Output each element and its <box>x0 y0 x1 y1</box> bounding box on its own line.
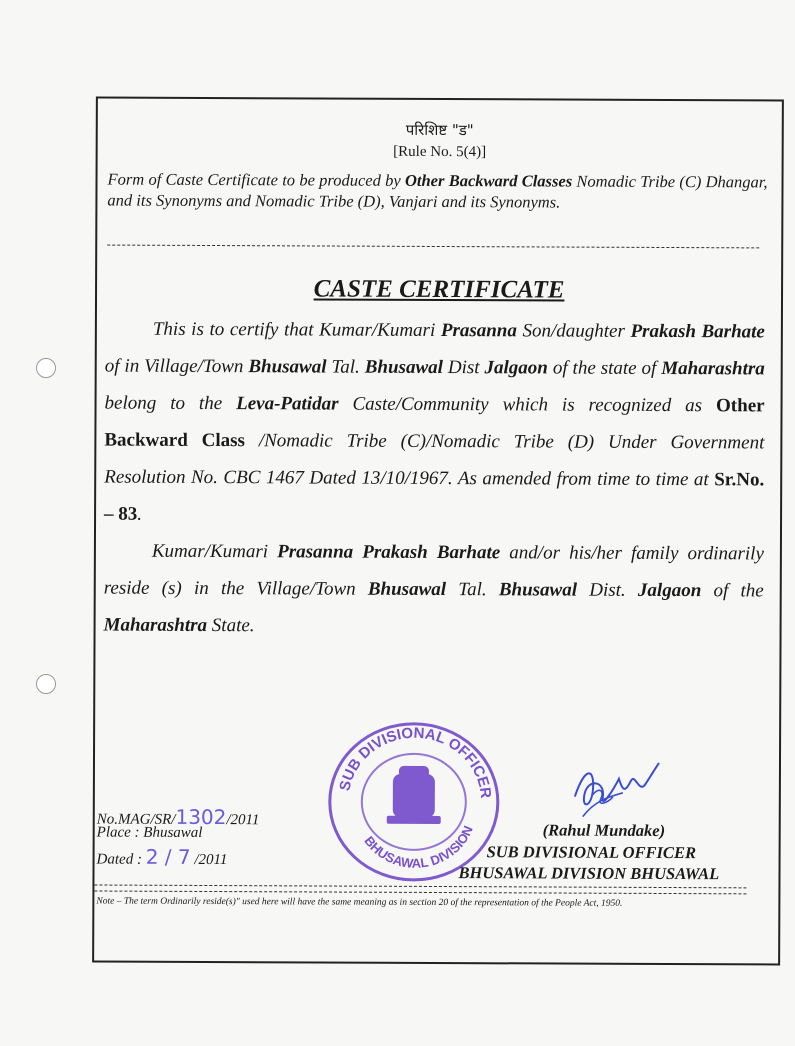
taluka: Bhusawal <box>364 356 443 379</box>
state: Maharashtra <box>661 357 765 380</box>
text: Tal. <box>458 579 487 601</box>
signatory-designation: SUB DIVISIONAL OFFICER <box>486 842 697 863</box>
text: of the <box>713 580 764 602</box>
signatory-name: (Rahul Mundake) <box>542 820 666 840</box>
place: Place : Bhusawal <box>96 824 203 841</box>
text: Kumar/Kumari <box>151 540 269 563</box>
text: Son/daughter <box>522 320 625 342</box>
text: Caste/Community which is recognized as <box>352 393 703 417</box>
text: Dist <box>447 357 480 379</box>
form-rest: Nomadic Tribe (C) Dhangar, and its Synonyms and Nomadic Tribe (D), Vanjari and its Synonyms. <box>107 171 768 212</box>
date-prefix: Dated : <box>96 851 143 868</box>
residence-taluka: Bhusawal <box>498 579 578 601</box>
divider-bottom <box>94 885 746 889</box>
appendix-heading: परिशिष्ट "ड" <box>405 120 474 140</box>
signatory-office: BHUSAWAL DIVISION BHUSAWAL <box>458 863 720 884</box>
candidate-fullname: Prasanna Prakash Barhate <box>277 541 501 564</box>
divider-top <box>107 245 759 249</box>
text: This is to certify that Kumar/Kumari <box>152 318 436 341</box>
district: Jalgaon <box>484 357 548 379</box>
form-intro: Form of Caste Certificate to be produced by <box>107 169 401 190</box>
stamp-top-path: SUB DIVISIONAL OFFICER <box>336 724 495 800</box>
residence-district: Jalgaon <box>637 579 702 602</box>
residence-village: Bhusawal <box>367 578 447 601</box>
certificate-body <box>104 311 765 647</box>
residence-state: Maharashtra <box>103 614 208 636</box>
text: and/or his/her family ordinarily reside (s) in the Village/Town <box>103 542 764 600</box>
issue-date <box>97 845 228 870</box>
ref-prefix: No.MAG/SR/ <box>96 811 176 828</box>
punch-hole-bottom <box>36 674 56 694</box>
stamp-bottom-path: BHUSAWAL DIVISION <box>361 823 476 871</box>
signature <box>565 757 665 827</box>
village: Bhusawal <box>248 356 327 378</box>
serial-number: Sr.No. – 83 <box>104 469 765 525</box>
text: /Nomadic Tribe (C)/Nomadic Tribe (D) Under Government Resolution No. CBC 1467 Dated 13/10/1967. As amended from time to time at <box>104 430 765 491</box>
caste: Leva-Patidar <box>236 393 339 415</box>
text: Tal. <box>331 356 360 378</box>
divider-bottom-2 <box>94 891 746 895</box>
certificate-title: CASTE CERTIFICATE <box>313 275 565 304</box>
text: belong to the <box>104 392 223 415</box>
certificate-frame <box>92 97 784 966</box>
emblem-icon <box>387 766 441 824</box>
text: of the state of <box>552 357 657 379</box>
candidate-name: Prasanna <box>440 320 517 342</box>
form-description <box>107 169 767 214</box>
ref-suffix: /2011 <box>226 812 260 829</box>
text: . <box>137 503 143 525</box>
form-category: Other Backward Classes <box>404 170 573 191</box>
category: Other Backward Class <box>104 395 765 452</box>
rule-number: [Rule No. 5(4)] <box>393 143 487 161</box>
date-handwritten: 2 / 7 <box>145 844 191 869</box>
official-stamp <box>322 712 505 887</box>
ref-handwritten: 1302 <box>175 804 227 830</box>
date-suffix: /2011 <box>194 851 228 869</box>
text: Dist. <box>589 579 626 601</box>
footnote: Note – The term Ordinarily reside(s)" used here will have the same meaning as in section 20 of the representation of the People Act, 1950. <box>96 896 623 909</box>
father-name: Prakash Barhate <box>630 320 765 343</box>
punch-hole-top <box>36 358 56 378</box>
text: of in Village/Town <box>104 355 244 378</box>
text: State. <box>211 615 255 637</box>
